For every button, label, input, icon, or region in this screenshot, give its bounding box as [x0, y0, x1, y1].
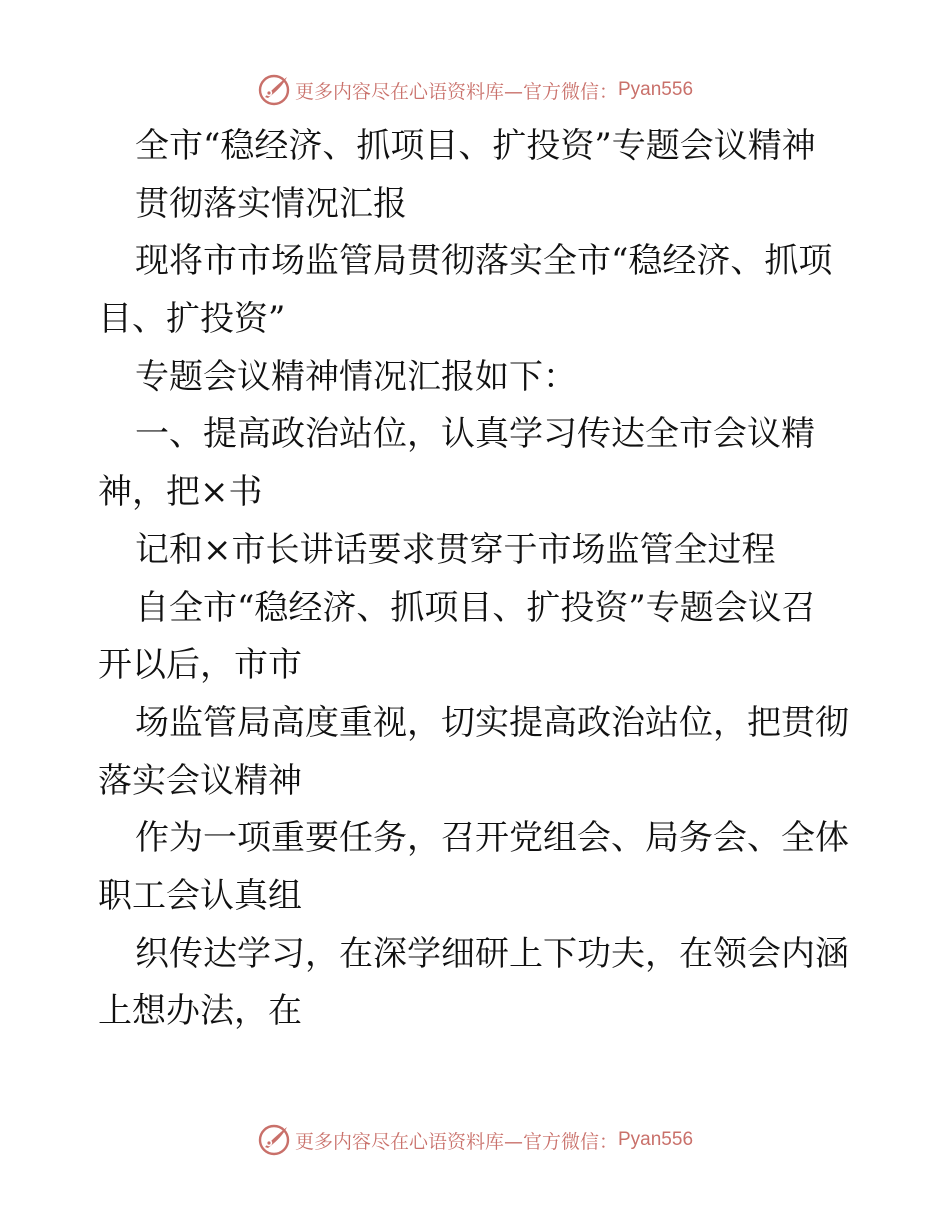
text-line: 记和×市长讲话要求贯穿于市场监管全过程 — [135, 529, 776, 570]
text-line: 落实会议精神 — [98, 760, 302, 801]
watermark-wechat-id: Pyan556 — [618, 79, 694, 100]
text-line: 贯彻落实情况汇报 — [135, 183, 407, 224]
text-line: 自全市“稳经济、抓项目、扩投资”专题会议召 — [135, 587, 816, 628]
text-line: 现将市市场监管局贯彻落实全市“稳经济、抓项 — [135, 241, 833, 282]
text-line: 开以后，市市 — [98, 645, 302, 686]
quill-circle-logo-icon — [257, 1123, 291, 1157]
text-line: 专题会议精神情况汇报如下： — [135, 356, 577, 397]
document-body — [98, 118, 858, 1041]
text-line: 作为一项重要任务，召开党组会、局务会、全体 — [135, 818, 849, 859]
watermark-wechat-id: Pyan556 — [618, 1129, 694, 1150]
header-watermark — [0, 70, 950, 110]
text-line: 全市“稳经济、抓项目、扩投资”专题会议精神 — [135, 126, 816, 166]
text-line: 上想办法，在 — [98, 991, 302, 1032]
watermark-text: 更多内容尽在心语资料库—官方微信： — [294, 80, 618, 103]
text-line: 一、提高政治站位，认真学习传达全市会议精 — [135, 414, 815, 455]
text-line: 场监管局高度重视，切实提高政治站位，把贯彻 — [135, 702, 849, 743]
text-line: 目、扩投资” — [98, 299, 286, 340]
text-line: 织传达学习，在深学细研上下功夫，在领会内涵 — [135, 933, 849, 974]
watermark-text: 更多内容尽在心语资料库—官方微信： — [294, 1130, 618, 1153]
quill-circle-logo-icon — [257, 73, 291, 107]
footer-watermark — [0, 1120, 950, 1160]
text-line: 职工会认真组 — [98, 875, 302, 916]
text-line: 神，把×书 — [98, 472, 263, 513]
